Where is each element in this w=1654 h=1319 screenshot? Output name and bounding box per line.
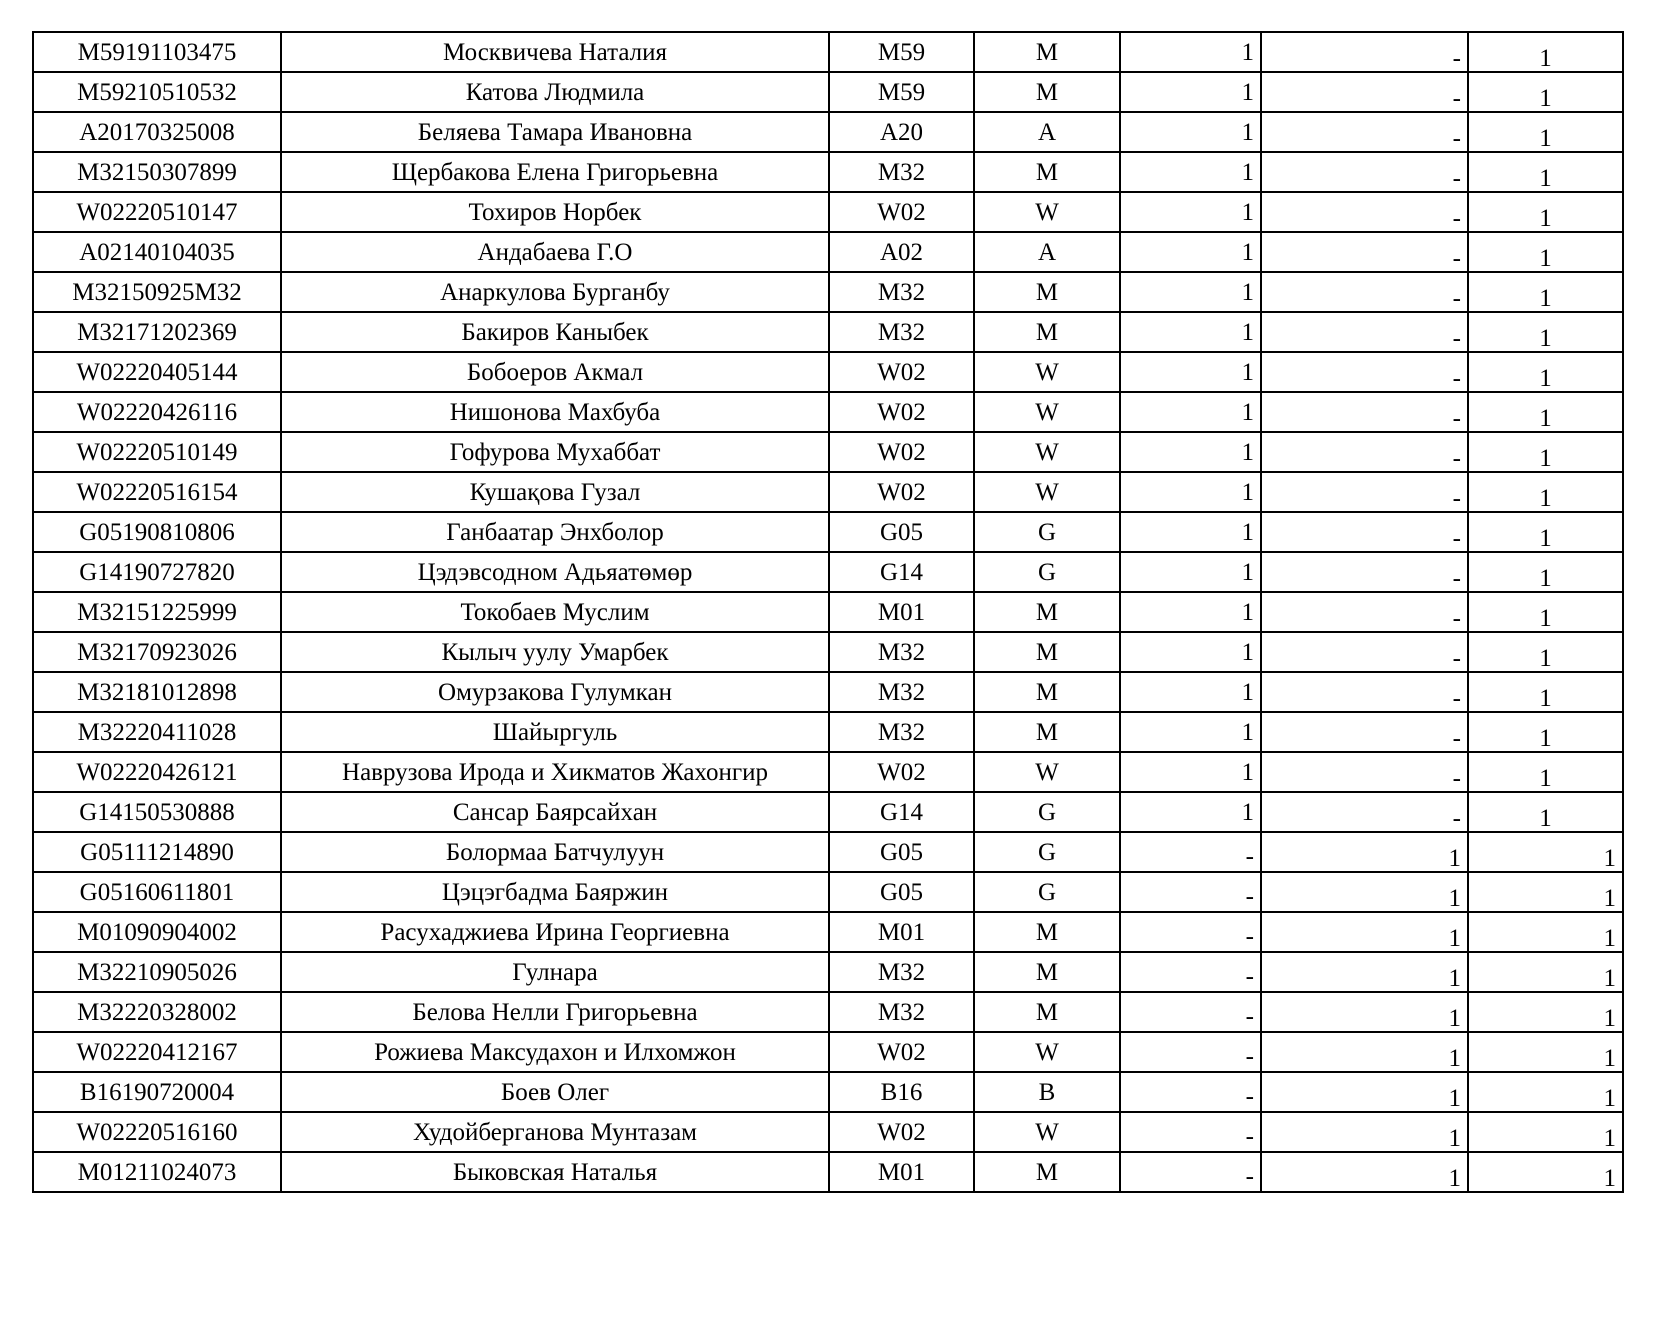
count-a-cell: 1 (1120, 752, 1261, 792)
table-row (33, 512, 1623, 552)
region-letter-cell: G (974, 552, 1120, 592)
table-row (33, 472, 1623, 512)
region-letter-cell: G (974, 872, 1120, 912)
branch-code-cell: M32 (829, 312, 974, 352)
branch-code-cell: B16 (829, 1072, 974, 1112)
member-name-cell: Гулнара (281, 952, 829, 992)
member-name-cell: Худойберганова Мунтазам (281, 1112, 829, 1152)
total-cell: 1 (1468, 72, 1623, 112)
table-row (33, 152, 1623, 192)
region-letter-cell: B (974, 1072, 1120, 1112)
branch-code-cell: W02 (829, 392, 974, 432)
count-b-cell: 1 (1261, 952, 1468, 992)
total-cell: 1 (1468, 1032, 1623, 1072)
member-code-cell: M32150925M32 (33, 272, 281, 312)
branch-code-cell: G05 (829, 512, 974, 552)
total-cell: 1 (1468, 192, 1623, 232)
region-letter-cell: M (974, 632, 1120, 672)
total-cell: 1 (1468, 832, 1623, 872)
total-cell: 1 (1468, 592, 1623, 632)
branch-code-cell: M32 (829, 712, 974, 752)
region-letter-cell: G (974, 832, 1120, 872)
branch-code-cell: W02 (829, 192, 974, 232)
branch-code-cell: A20 (829, 112, 974, 152)
records-table (32, 31, 1624, 1193)
count-a-cell: 1 (1120, 552, 1261, 592)
member-name-cell: Щербакова Елена Григорьевна (281, 152, 829, 192)
count-b-cell: 1 (1261, 912, 1468, 952)
count-b-cell: - (1261, 272, 1468, 312)
table-row (33, 992, 1623, 1032)
count-a-cell: - (1120, 952, 1261, 992)
count-b-cell: - (1261, 352, 1468, 392)
region-letter-cell: M (974, 72, 1120, 112)
region-letter-cell: M (974, 312, 1120, 352)
region-letter-cell: M (974, 992, 1120, 1032)
branch-code-cell: M01 (829, 1152, 974, 1192)
total-cell: 1 (1468, 432, 1623, 472)
member-code-cell: M32220411028 (33, 712, 281, 752)
member-code-cell: M01211024073 (33, 1152, 281, 1192)
member-code-cell: M32220328002 (33, 992, 281, 1032)
table-row (33, 592, 1623, 632)
member-code-cell: B16190720004 (33, 1072, 281, 1112)
total-cell: 1 (1468, 752, 1623, 792)
count-a-cell: - (1120, 1072, 1261, 1112)
member-code-cell: W02220412167 (33, 1032, 281, 1072)
count-b-cell: - (1261, 72, 1468, 112)
count-b-cell: - (1261, 512, 1468, 552)
count-a-cell: 1 (1120, 512, 1261, 552)
branch-code-cell: G05 (829, 832, 974, 872)
count-a-cell: 1 (1120, 152, 1261, 192)
branch-code-cell: M32 (829, 152, 974, 192)
region-letter-cell: W (974, 1032, 1120, 1072)
table-row (33, 192, 1623, 232)
branch-code-cell: W02 (829, 1032, 974, 1072)
member-code-cell: M59191103475 (33, 32, 281, 72)
member-name-cell: Токобаев Муслим (281, 592, 829, 632)
table-row (33, 72, 1623, 112)
records-table-body (33, 32, 1623, 1192)
count-a-cell: 1 (1120, 472, 1261, 512)
branch-code-cell: M01 (829, 592, 974, 632)
region-letter-cell: G (974, 512, 1120, 552)
table-row (33, 632, 1623, 672)
count-b-cell: 1 (1261, 1112, 1468, 1152)
count-b-cell: - (1261, 672, 1468, 712)
count-b-cell: 1 (1261, 872, 1468, 912)
region-letter-cell: M (974, 272, 1120, 312)
branch-code-cell: M32 (829, 992, 974, 1032)
count-a-cell: 1 (1120, 192, 1261, 232)
member-code-cell: M32150307899 (33, 152, 281, 192)
member-name-cell: Кушақова Гузал (281, 472, 829, 512)
region-letter-cell: M (974, 672, 1120, 712)
total-cell: 1 (1468, 1112, 1623, 1152)
region-letter-cell: W (974, 432, 1120, 472)
member-name-cell: Бакиров Каныбек (281, 312, 829, 352)
table-row (33, 312, 1623, 352)
branch-code-cell: G14 (829, 792, 974, 832)
count-b-cell: - (1261, 392, 1468, 432)
count-a-cell: - (1120, 1112, 1261, 1152)
member-name-cell: Расухаджиева Ирина Георгиевна (281, 912, 829, 952)
table-row (33, 392, 1623, 432)
member-code-cell: M32170923026 (33, 632, 281, 672)
region-letter-cell: G (974, 792, 1120, 832)
region-letter-cell: W (974, 352, 1120, 392)
count-b-cell: 1 (1261, 832, 1468, 872)
region-letter-cell: M (974, 952, 1120, 992)
count-a-cell: - (1120, 832, 1261, 872)
region-letter-cell: W (974, 1112, 1120, 1152)
total-cell: 1 (1468, 232, 1623, 272)
total-cell: 1 (1468, 272, 1623, 312)
table-row (33, 552, 1623, 592)
total-cell: 1 (1468, 552, 1623, 592)
member-code-cell: W02220516160 (33, 1112, 281, 1152)
total-cell: 1 (1468, 352, 1623, 392)
branch-code-cell: W02 (829, 352, 974, 392)
member-name-cell: Цэцэгбадма Баяржин (281, 872, 829, 912)
region-letter-cell: A (974, 112, 1120, 152)
total-cell: 1 (1468, 32, 1623, 72)
count-a-cell: - (1120, 992, 1261, 1032)
count-b-cell: - (1261, 192, 1468, 232)
branch-code-cell: M59 (829, 72, 974, 112)
member-name-cell: Анаркулова Бурганбу (281, 272, 829, 312)
count-b-cell: - (1261, 792, 1468, 832)
member-name-cell: Катова Людмила (281, 72, 829, 112)
count-b-cell: 1 (1261, 992, 1468, 1032)
region-letter-cell: M (974, 152, 1120, 192)
member-name-cell: Ганбаатар Энхболор (281, 512, 829, 552)
table-row (33, 752, 1623, 792)
member-code-cell: M32181012898 (33, 672, 281, 712)
branch-code-cell: M32 (829, 672, 974, 712)
branch-code-cell: M59 (829, 32, 974, 72)
region-letter-cell: W (974, 392, 1120, 432)
count-a-cell: - (1120, 1032, 1261, 1072)
count-a-cell: 1 (1120, 232, 1261, 272)
count-a-cell: 1 (1120, 392, 1261, 432)
count-a-cell: 1 (1120, 272, 1261, 312)
member-name-cell: Омурзакова Гулумкан (281, 672, 829, 712)
member-name-cell: Рожиева Максудахон и Илхомжон (281, 1032, 829, 1072)
count-b-cell: - (1261, 472, 1468, 512)
branch-code-cell: G05 (829, 872, 974, 912)
count-b-cell: - (1261, 752, 1468, 792)
table-row (33, 1152, 1623, 1192)
member-code-cell: A02140104035 (33, 232, 281, 272)
table-row (33, 232, 1623, 272)
member-code-cell: G05111214890 (33, 832, 281, 872)
count-b-cell: 1 (1261, 1152, 1468, 1192)
branch-code-cell: W02 (829, 472, 974, 512)
region-letter-cell: M (974, 32, 1120, 72)
member-code-cell: G05160611801 (33, 872, 281, 912)
total-cell: 1 (1468, 1152, 1623, 1192)
count-b-cell: - (1261, 232, 1468, 272)
member-name-cell: Белова Нелли Григорьевна (281, 992, 829, 1032)
member-name-cell: Сансар Баярсайхан (281, 792, 829, 832)
total-cell: 1 (1468, 512, 1623, 552)
member-code-cell: W02220405144 (33, 352, 281, 392)
count-a-cell: 1 (1120, 72, 1261, 112)
member-code-cell: G14190727820 (33, 552, 281, 592)
member-name-cell: Нишонова Махбуба (281, 392, 829, 432)
total-cell: 1 (1468, 112, 1623, 152)
member-code-cell: M01090904002 (33, 912, 281, 952)
total-cell: 1 (1468, 912, 1623, 952)
table-row (33, 352, 1623, 392)
count-a-cell: - (1120, 872, 1261, 912)
branch-code-cell: W02 (829, 432, 974, 472)
member-code-cell: M32151225999 (33, 592, 281, 632)
member-name-cell: Андабаева Г.О (281, 232, 829, 272)
member-name-cell: Боев Олег (281, 1072, 829, 1112)
region-letter-cell: W (974, 472, 1120, 512)
member-name-cell: Наврузова Ирода и Хикматов Жахонгир (281, 752, 829, 792)
branch-code-cell: M32 (829, 632, 974, 672)
table-row (33, 112, 1623, 152)
count-b-cell: - (1261, 432, 1468, 472)
region-letter-cell: W (974, 752, 1120, 792)
member-name-cell: Цэдэвсодном Адьяатөмөр (281, 552, 829, 592)
member-code-cell: W02220516154 (33, 472, 281, 512)
count-a-cell: 1 (1120, 112, 1261, 152)
total-cell: 1 (1468, 992, 1623, 1032)
count-b-cell: - (1261, 152, 1468, 192)
total-cell: 1 (1468, 472, 1623, 512)
region-letter-cell: M (974, 592, 1120, 632)
total-cell: 1 (1468, 1072, 1623, 1112)
count-b-cell: - (1261, 712, 1468, 752)
table-row (33, 792, 1623, 832)
table-row (33, 272, 1623, 312)
region-letter-cell: M (974, 712, 1120, 752)
count-a-cell: 1 (1120, 672, 1261, 712)
member-name-cell: Тохиров Норбек (281, 192, 829, 232)
member-code-cell: G05190810806 (33, 512, 281, 552)
total-cell: 1 (1468, 632, 1623, 672)
count-a-cell: 1 (1120, 32, 1261, 72)
total-cell: 1 (1468, 872, 1623, 912)
table-row (33, 672, 1623, 712)
region-letter-cell: M (974, 1152, 1120, 1192)
total-cell: 1 (1468, 312, 1623, 352)
member-name-cell: Кылыч уулу Умарбек (281, 632, 829, 672)
member-name-cell: Москвичева Наталия (281, 32, 829, 72)
table-row (33, 1032, 1623, 1072)
member-name-cell: Гофурова Мухаббат (281, 432, 829, 472)
branch-code-cell: W02 (829, 752, 974, 792)
member-name-cell: Болормаа Батчулуун (281, 832, 829, 872)
table-row (33, 1072, 1623, 1112)
table-row (33, 712, 1623, 752)
total-cell: 1 (1468, 712, 1623, 752)
total-cell: 1 (1468, 952, 1623, 992)
count-a-cell: 1 (1120, 352, 1261, 392)
count-a-cell: 1 (1120, 592, 1261, 632)
table-row (33, 1112, 1623, 1152)
count-a-cell: - (1120, 1152, 1261, 1192)
member-name-cell: Шайыргуль (281, 712, 829, 752)
count-b-cell: - (1261, 312, 1468, 352)
branch-code-cell: M32 (829, 952, 974, 992)
count-b-cell: - (1261, 552, 1468, 592)
count-b-cell: 1 (1261, 1032, 1468, 1072)
table-row (33, 432, 1623, 472)
count-b-cell: 1 (1261, 1072, 1468, 1112)
count-a-cell: 1 (1120, 632, 1261, 672)
total-cell: 1 (1468, 152, 1623, 192)
branch-code-cell: A02 (829, 232, 974, 272)
count-a-cell: 1 (1120, 712, 1261, 752)
branch-code-cell: W02 (829, 1112, 974, 1152)
count-a-cell: 1 (1120, 432, 1261, 472)
total-cell: 1 (1468, 792, 1623, 832)
member-code-cell: W02220426116 (33, 392, 281, 432)
member-code-cell: W02220510147 (33, 192, 281, 232)
member-name-cell: Быковская Наталья (281, 1152, 829, 1192)
table-row (33, 32, 1623, 72)
member-code-cell: M32210905026 (33, 952, 281, 992)
total-cell: 1 (1468, 672, 1623, 712)
region-letter-cell: M (974, 912, 1120, 952)
count-b-cell: - (1261, 632, 1468, 672)
region-letter-cell: A (974, 232, 1120, 272)
member-name-cell: Бобоеров Акмал (281, 352, 829, 392)
member-code-cell: M59210510532 (33, 72, 281, 112)
branch-code-cell: G14 (829, 552, 974, 592)
member-code-cell: W02220426121 (33, 752, 281, 792)
total-cell: 1 (1468, 392, 1623, 432)
table-row (33, 832, 1623, 872)
member-code-cell: A20170325008 (33, 112, 281, 152)
table-row (33, 952, 1623, 992)
count-b-cell: - (1261, 592, 1468, 632)
branch-code-cell: M01 (829, 912, 974, 952)
member-code-cell: M32171202369 (33, 312, 281, 352)
count-a-cell: 1 (1120, 312, 1261, 352)
count-a-cell: - (1120, 912, 1261, 952)
region-letter-cell: W (974, 192, 1120, 232)
table-row (33, 912, 1623, 952)
count-a-cell: 1 (1120, 792, 1261, 832)
table-row (33, 872, 1623, 912)
branch-code-cell: M32 (829, 272, 974, 312)
member-code-cell: G14150530888 (33, 792, 281, 832)
count-b-cell: - (1261, 112, 1468, 152)
count-b-cell: - (1261, 32, 1468, 72)
member-name-cell: Беляева Тамара Ивановна (281, 112, 829, 152)
member-code-cell: W02220510149 (33, 432, 281, 472)
